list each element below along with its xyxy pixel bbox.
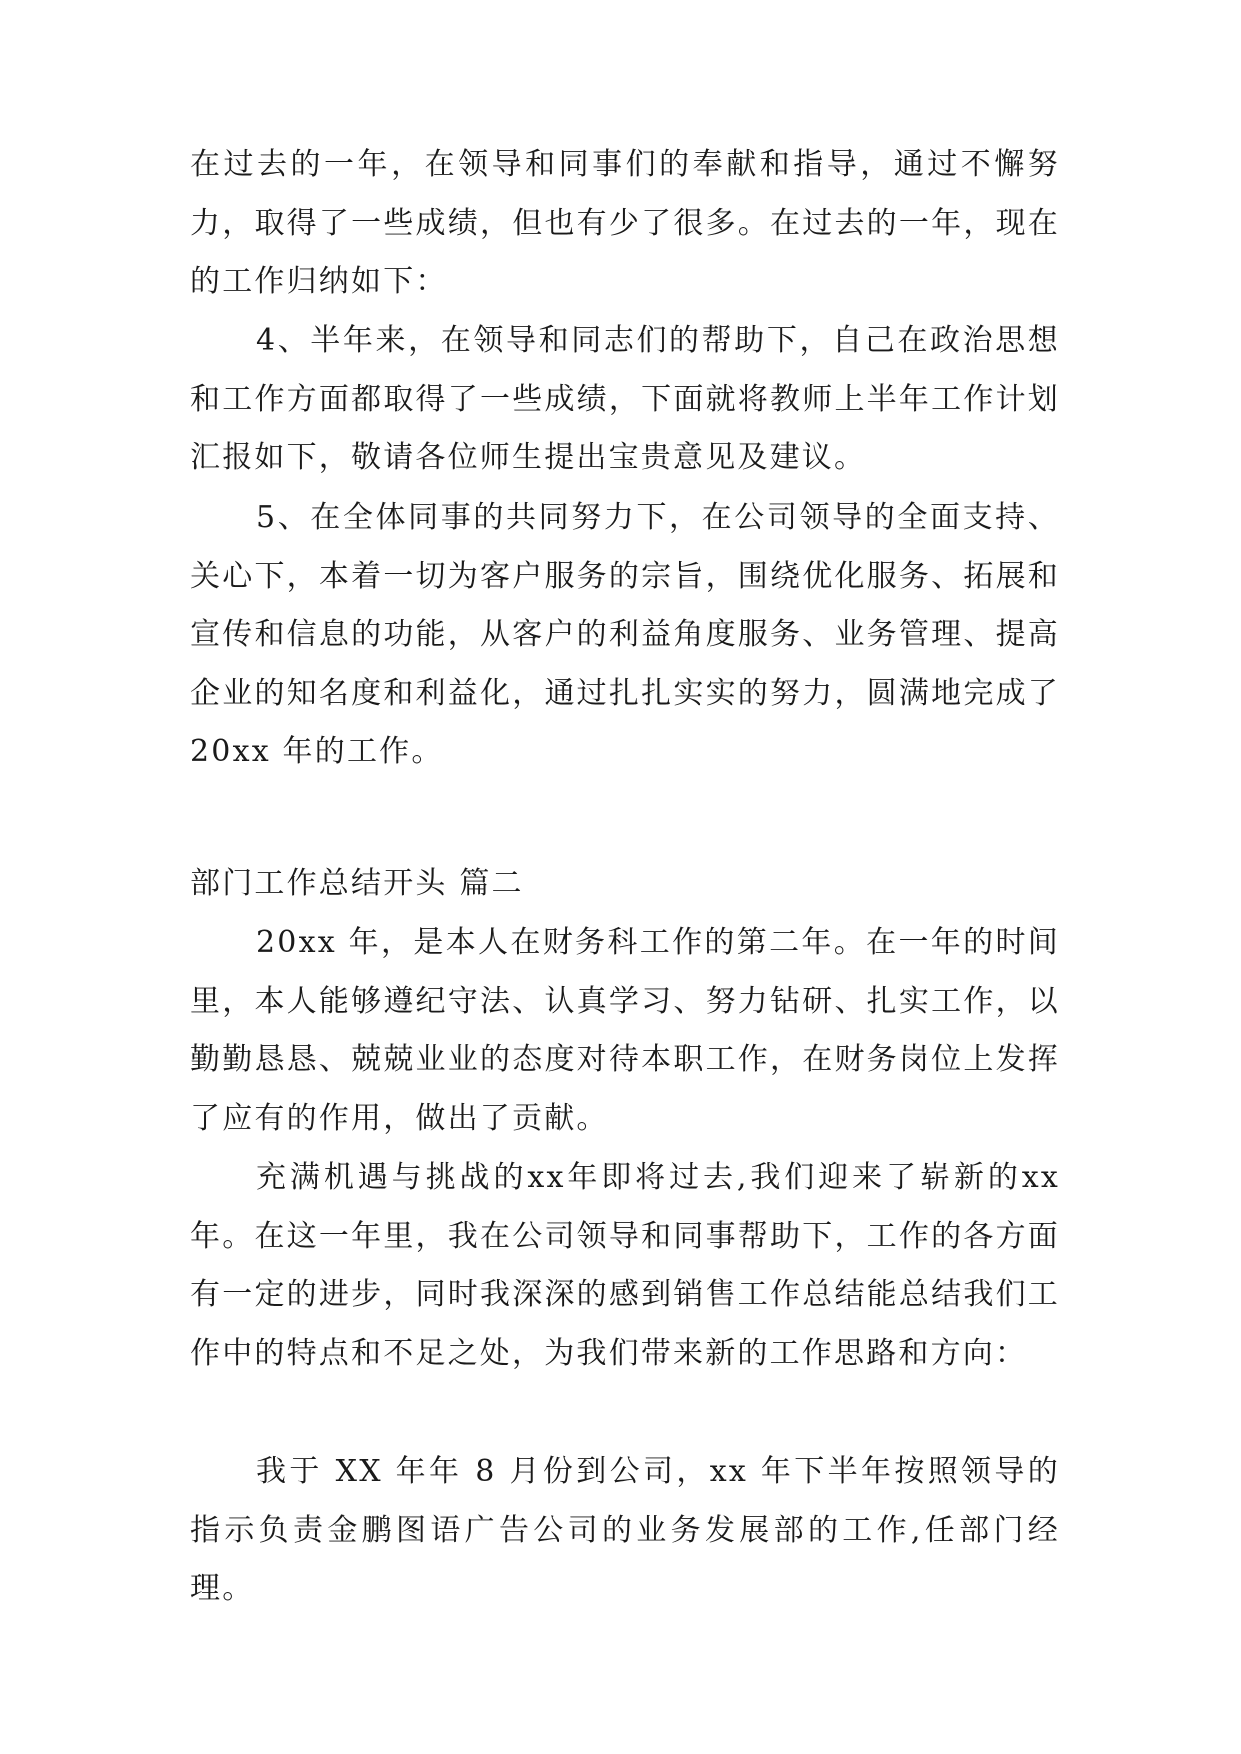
paragraph-sales: 充满机遇与挑战的xx年即将过去,我们迎来了崭新的xx年。在这一年里，我在公司领导和同事帮助下，工作的各方面有一定的进步，同时我深深的感到销售工作总结能总结我们工作中的特点和不足之处，为我们带来新的工作思路和方向： [190, 1160, 1060, 1371]
paragraph-item-5: 5、在全体同事的共同努力下，在公司领导的全面支持、关心下，本着一切为客户服务的宗旨，围绕优化服务、拓展和宣传和信息的功能，从客户的利益角度服务、业务管理、提高企业的知名度和利益化，通过扎扎实实的努力，圆满地完成了 20xx 年的工作。 [190, 500, 1060, 769]
paragraph-join-company: 我于 XX 年年 8 月份到公司，xx 年下半年按照领导的指示负责金鹏图语广告公司的业务发展部的工作,任部门经理。 [190, 1454, 1060, 1606]
paragraph-item-4: 4、半年来，在领导和同志们的帮助下，自己在政治思想和工作方面都取得了一些成绩，下面就将教师上半年工作计划汇报如下，敬请各位师生提出宝贵意见及建议。 [190, 323, 1060, 475]
section-heading: 部门工作总结开头 篇二 [190, 866, 524, 901]
paragraph-intro: 在过去的一年，在领导和同事们的奉献和指导，通过不懈努力，取得了一些成绩，但也有少了很多。在过去的一年，现在的工作归纳如下： [190, 147, 1060, 299]
paragraph-finance: 20xx 年，是本人在财务科工作的第二年。在一年的时间里，本人能够遵纪守法、认真学习、努力钻研、扎实工作，以勤勤恳恳、兢兢业业的态度对待本职工作，在财务岗位上发挥了应有的作用，做出了贡献。 [190, 925, 1060, 1136]
